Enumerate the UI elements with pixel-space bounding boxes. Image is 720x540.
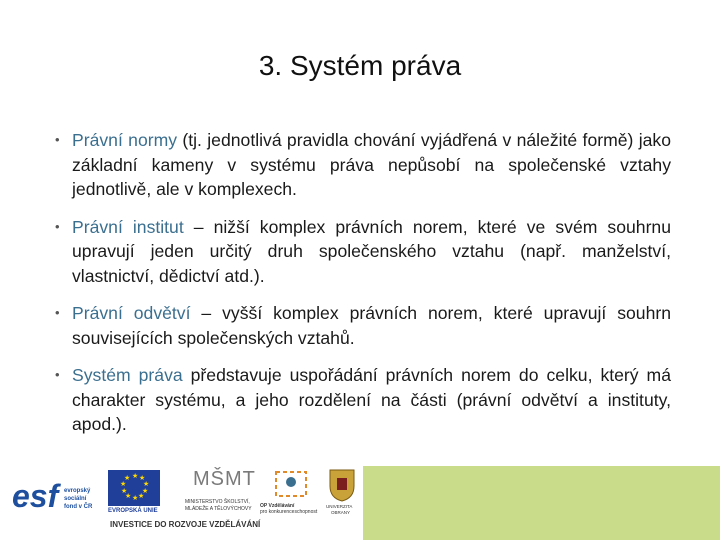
svg-text:★: ★ — [132, 472, 139, 480]
definition: (tj. jednotlivá pravidla chování vyjádřená v náležité formě) jako základní kameny v systému práva nepůsobí na společenské vztahy jednotlivě, ale v komplexech. — [72, 130, 671, 199]
op-logo — [258, 466, 328, 516]
bullet-icon: • — [55, 132, 60, 147]
bullet-icon: • — [55, 367, 60, 382]
page-title: 3. Systém práva — [258, 50, 462, 81]
op-text-1: OP Vzdělávání — [260, 503, 295, 509]
esf-text-1: evropský — [64, 488, 91, 494]
msmt-wordmark: MŠMT — [193, 468, 256, 490]
op-emblem-icon — [272, 468, 312, 502]
invest-slogan: INVESTICE DO ROZVOJE VZDĚLÁVÁNÍ — [110, 520, 261, 529]
univ-text-2: OBRANY — [331, 510, 351, 515]
svg-text:★: ★ — [120, 480, 127, 488]
svg-text:★: ★ — [124, 474, 131, 482]
term: Právní odvětví — [72, 303, 191, 323]
term: Právní normy — [72, 130, 178, 150]
definition: – nižší komplex právních norem, které ve svém souhrnu upravují jeden určitý druh společenského vztahu (např. manželství, vlastnictví, dědictví atd.). — [72, 216, 671, 286]
msmt-text-1: MINISTERSTVO ŠKOLSTVÍ, — [185, 499, 250, 505]
definition: představuje uspořádání právních norem do celku, který má charakter systému, a jeho rozdělení na části (právní odvětví a instituty, apod.). — [72, 365, 671, 434]
eu-label: EVROPSKÁ UNIE — [108, 508, 158, 514]
svg-text:★: ★ — [121, 487, 128, 495]
esf-wordmark: esf — [12, 478, 59, 514]
esf-logo — [12, 472, 100, 516]
esf-text-2: sociální — [64, 496, 87, 502]
bullet-icon: • — [55, 305, 60, 320]
term: Systém práva — [72, 365, 183, 385]
svg-text:★: ★ — [132, 494, 139, 502]
definition: – vyšší komplex právních norem, které upravují souhrn souvisejících společenských vztahů. — [72, 303, 671, 348]
svg-text:★: ★ — [139, 474, 146, 482]
svg-text:★: ★ — [143, 480, 150, 488]
university-logo — [322, 466, 362, 518]
msmt-logo — [185, 466, 255, 516]
esf-text-3: fond v ČR — [64, 504, 93, 510]
eu-flag-icon — [108, 470, 160, 506]
svg-text:★: ★ — [142, 487, 149, 495]
op-text-2: pro konkurenceschopnost — [260, 509, 318, 515]
list-item — [55, 215, 671, 289]
list-item — [55, 363, 671, 437]
svg-text:★: ★ — [138, 492, 145, 500]
list-item — [55, 128, 671, 202]
svg-text:★: ★ — [125, 492, 132, 500]
msmt-text-2: MLÁDEŽE A TĚLOVÝCHOVY — [185, 506, 252, 512]
bullet-list — [55, 128, 671, 450]
term: Právní institut — [72, 216, 184, 237]
list-item — [55, 301, 671, 350]
bullet-icon: • — [55, 218, 60, 234]
university-crest-icon — [327, 468, 357, 502]
footer-green-bar — [363, 466, 720, 540]
univ-text-1: UNIVERZITA — [326, 504, 353, 509]
